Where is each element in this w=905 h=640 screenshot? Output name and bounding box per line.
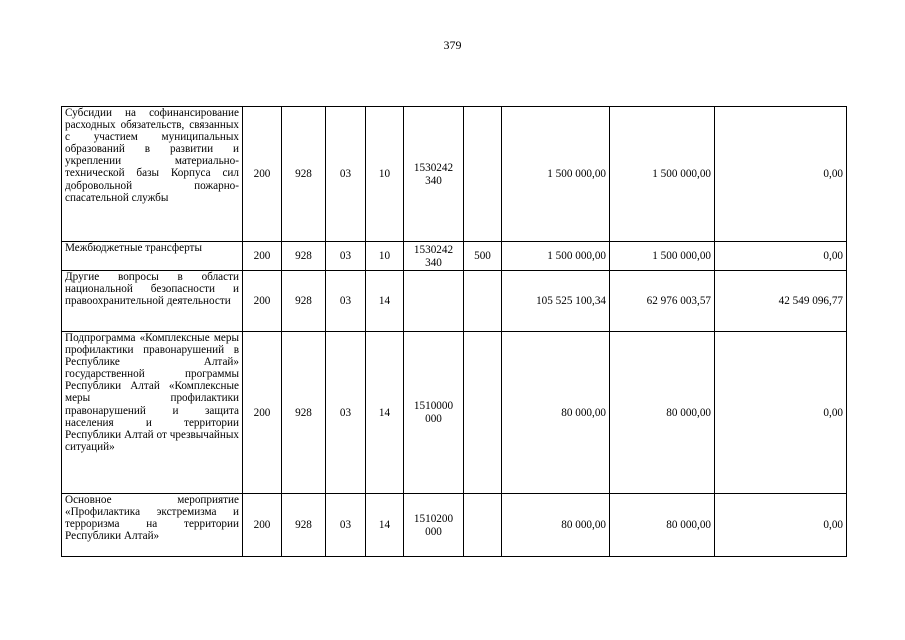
table-row [62,107,847,242]
target-code-cell [404,332,464,494]
amount2-cell: 1 500 000,00 [610,242,715,271]
amount2-cell: 62 976 003,57 [610,271,715,332]
amount2-cell: 1 500 000,00 [610,107,715,242]
col-section-cell: 03 [326,107,366,242]
col-subsection-cell: 10 [366,107,404,242]
amount3-cell: 0,00 [715,494,847,557]
expense-type-cell [464,271,502,332]
col-section-cell: 03 [326,242,366,271]
amount2-cell: 80 000,00 [610,332,715,494]
target-code-line1: 1510000 [413,400,454,412]
col-code-cell: 200 [243,242,282,271]
col-ministry-cell: 928 [282,107,326,242]
row-name: Межбюджетные трансферты [65,242,202,254]
amount3-cell: 0,00 [715,242,847,271]
col-subsection-cell: 14 [366,271,404,332]
col-code-cell: 200 [243,271,282,332]
col-subsection-cell: 14 [366,332,404,494]
target-code-line1: 1510200 [413,512,454,525]
col-code-cell: 200 [243,107,282,242]
target-code-line2: 000 [425,525,442,538]
row-name: Подпрограмма «Комплексные меры профилактики правонарушений в Республике Алтай» государственной программы Республики Алтай «Комплексные меры профилактики правонарушений и защита населения и территории Республики Алтай от чрезвычайных ситуаций» [65,332,239,453]
expense-type-cell [464,332,502,494]
row-name-cell [62,242,243,271]
target-code-line2: 340 [425,174,442,187]
page-number: 379 [443,38,462,52]
col-subsection-cell: 10 [366,242,404,271]
amount1-cell: 1 500 000,00 [502,107,610,242]
row-name: Субсидии на софинансирование расходных обязательств, связанных с участием муниципальных образований в развитии и укреплении материально-технической базы Корпуса сил добровольной пожарно-спасательной службы [65,107,239,204]
table-row [62,242,847,271]
row-name-cell [62,332,243,494]
target-code-cell [404,494,464,557]
col-ministry-cell: 928 [282,494,326,557]
col-section-cell: 03 [326,494,366,557]
amount3-cell: 0,00 [715,107,847,242]
col-code-cell: 200 [243,332,282,494]
target-code-line2: 000 [425,413,442,425]
col-section-cell: 03 [326,271,366,332]
col-section-cell: 03 [326,332,366,494]
target-code-cell [404,242,464,271]
target-code-line2: 340 [425,256,442,269]
target-code-cell [404,107,464,242]
amount3-cell: 42 549 096,77 [715,271,847,332]
target-code-line1: 1530242 [413,161,454,174]
expense-type-cell: 500 [464,242,502,271]
expense-type-cell [464,494,502,557]
amount3-cell: 0,00 [715,332,847,494]
col-ministry-cell: 928 [282,332,326,494]
target-code-line1: 1530242 [413,243,454,256]
col-ministry-cell: 928 [282,271,326,332]
row-name-cell [62,107,243,242]
row-name: Другие вопросы в области национальной безопасности и правоохранительной деятельности [65,271,239,308]
table-row [62,332,847,494]
table-row [62,494,847,557]
amount1-cell: 80 000,00 [502,332,610,494]
table-row [62,271,847,332]
row-name-cell [62,494,243,557]
amount1-cell: 80 000,00 [502,494,610,557]
amount1-cell: 1 500 000,00 [502,242,610,271]
col-subsection-cell: 14 [366,494,404,557]
row-name: Основное мероприятие «Профилактика экстремизма и терроризма на территории Республики Алтай» [65,494,239,543]
col-ministry-cell: 928 [282,242,326,271]
expense-type-cell [464,107,502,242]
amount2-cell: 80 000,00 [610,494,715,557]
col-code-cell: 200 [243,494,282,557]
budget-table [61,106,847,557]
row-name-cell [62,271,243,332]
amount1-cell: 105 525 100,34 [502,271,610,332]
target-code-cell [404,271,464,332]
